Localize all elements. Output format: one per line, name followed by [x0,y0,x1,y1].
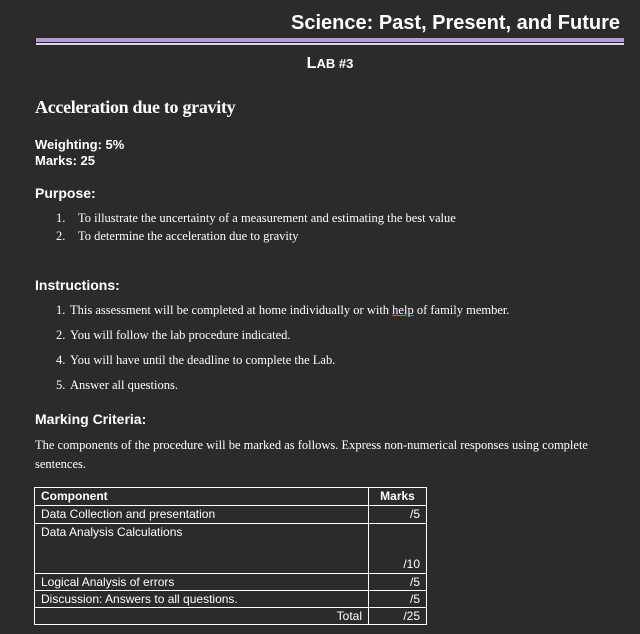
list-item [56,323,510,348]
marking-table [34,487,427,625]
marks-cell: /5 [369,506,427,524]
total-label: Total [35,608,369,625]
list-number: 2. [56,328,66,342]
lab-number [0,55,640,73]
purpose-heading: Purpose: [35,185,96,201]
list-text: To determine the acceleration due to gravity [78,229,299,243]
list-item [56,373,510,398]
list-text: You will have until the deadline to complete the Lab. [70,353,336,367]
weighting: Weighting: 5% [35,137,125,152]
list-number: 2. [56,229,66,243]
table-row [35,591,427,608]
list-text: You will follow the lab procedure indicated. [70,328,291,342]
list-item [56,227,456,245]
header-rule-purple [36,38,624,42]
table-row [35,524,427,574]
component-cell: Data Analysis Calculations [35,524,369,574]
list-item [56,209,456,227]
marks-cell: /5 [369,574,427,591]
marks-total: Marks: 25 [35,153,95,168]
marking-heading: Marking Criteria: [35,411,147,427]
instructions-list [56,298,510,398]
table-row-total [35,608,427,625]
total-marks: /25 [369,608,427,625]
component-cell: Discussion: Answers to all questions. [35,591,369,608]
purpose-list [56,209,456,245]
column-header-marks: Marks [369,488,427,506]
list-number: 5. [56,378,66,392]
instructions-heading: Instructions: [35,277,120,293]
course-title: Science: Past, Present, and Future [291,12,620,34]
component-cell: Logical Analysis of errors [35,574,369,591]
help-link[interactable]: help [392,303,414,317]
lab-title: Acceleration due to gravity [35,97,236,117]
list-number: 1. [56,303,66,317]
marking-paragraph: The components of the procedure will be marked as follows. Express non-numerical responses using complete sentences. [35,438,588,471]
lab-number-prefix: L [306,55,317,72]
lab-number-rest: AB #3 [316,56,354,71]
list-item [56,348,510,373]
table-header-row [35,488,427,506]
list-text: This assessment will be completed at home individually or with [70,303,393,317]
list-text: of family member. [413,303,510,317]
list-text: To illustrate the uncertainty of a measurement and estimating the best value [78,211,456,225]
marks-cell: /5 [369,591,427,608]
header-rule-light [36,43,624,45]
marks-cell: /10 [369,524,427,574]
list-number: 4. [56,353,66,367]
column-header-component: Component [35,488,369,506]
table-row [35,506,427,524]
list-number: 1. [56,211,66,225]
list-text: Answer all questions. [70,378,178,392]
component-cell: Data Collection and presentation [35,506,369,524]
list-item [56,298,510,323]
table-row [35,574,427,591]
